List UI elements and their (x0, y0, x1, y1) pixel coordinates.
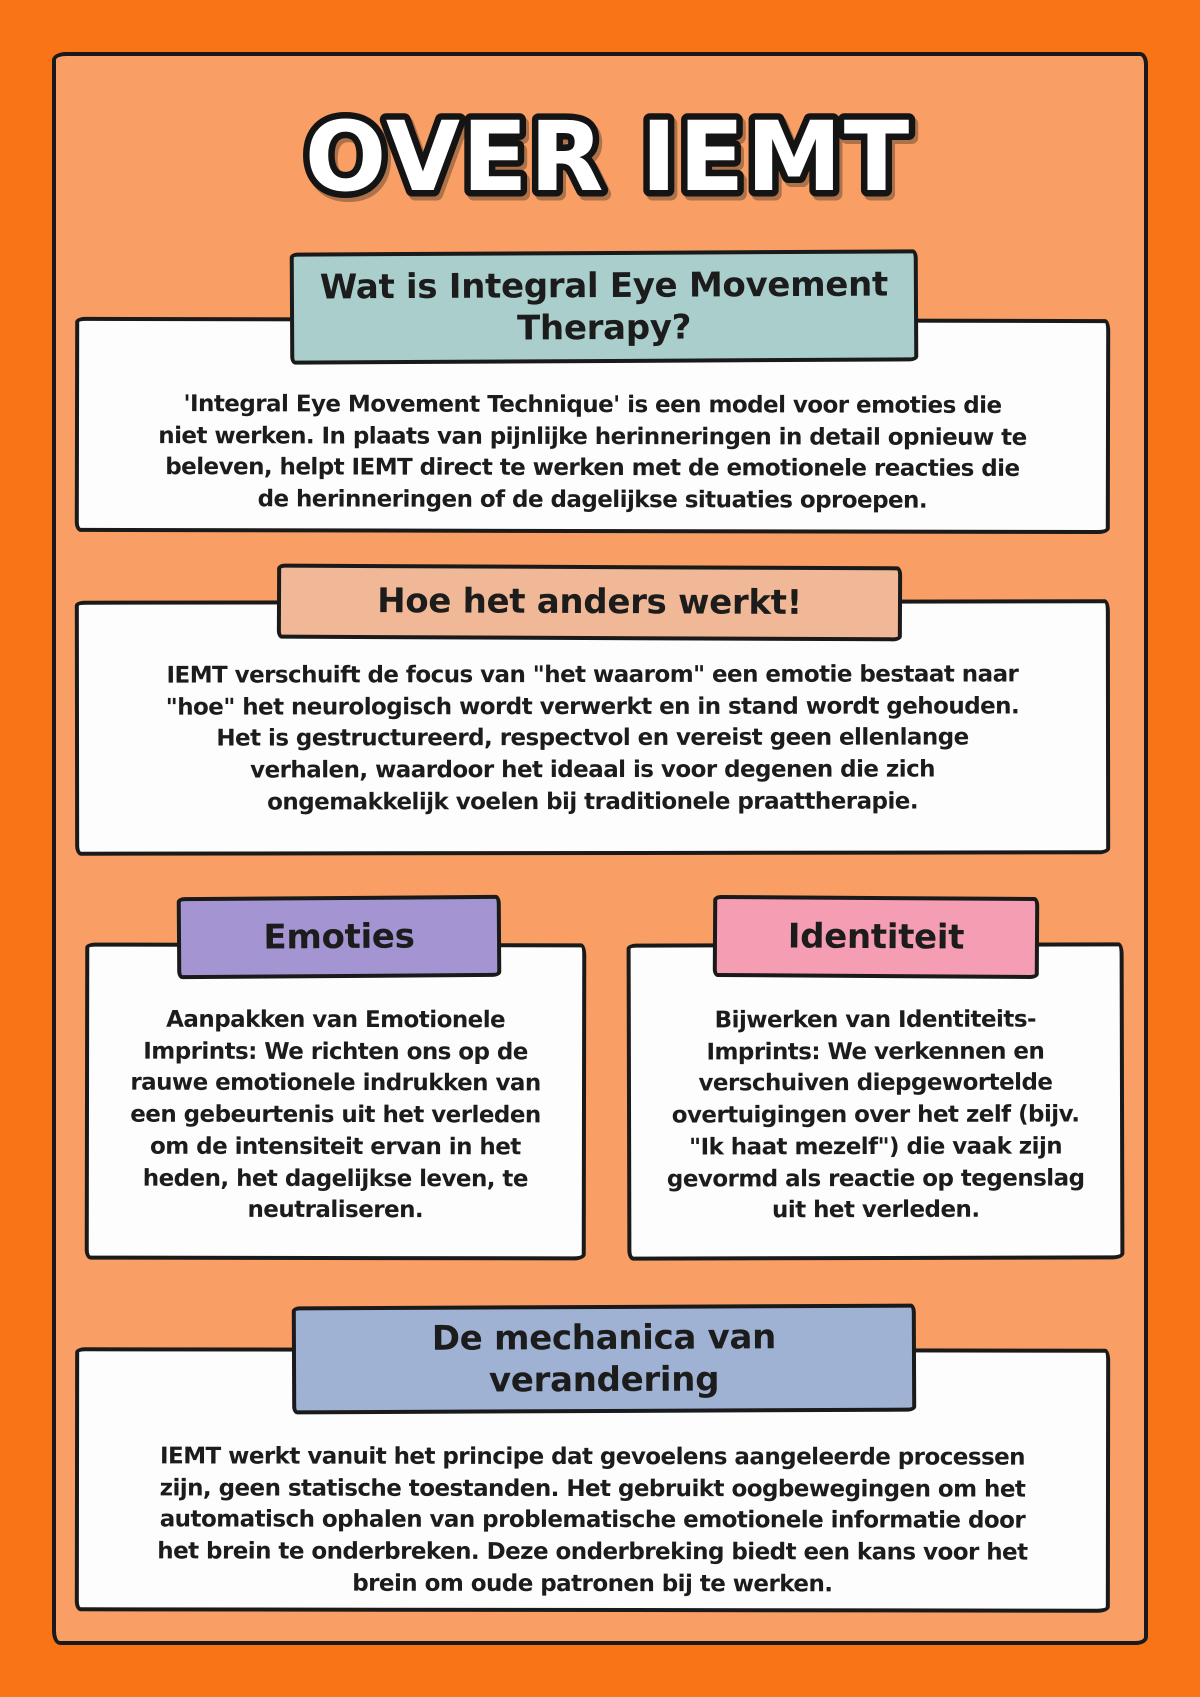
section-header-identity (713, 895, 1039, 979)
section-header-how (277, 564, 902, 642)
section-card-emotions (85, 943, 587, 1261)
section-header-emotions-label: Emoties (263, 916, 415, 958)
section-body-mechanics: IEMT werkt vanuit het principe dat gevoelens aangeleerde processen zijn, geen statische toestanden. Het gebruikt oogbewegingen om het automatisch ophalen van problematische emotionele informatie door het brein te onderbreken. Deze onderbreking biedt een kans voor het brein om oude patronen bij te werken. (157, 1443, 1028, 1598)
section-body-emotions: Aanpakken van Emotionele Imprints: We richten ons op de rauwe emotionele indrukken van een gebeurtenis uit het verleden om de intensiteit ervan in het heden, het dagelijkse leven, te neutraliseren. (130, 1006, 541, 1224)
section-body-how: IEMT verschuift de focus van "het waarom" een emotie bestaat naar "hoe" het neurologisch wordt verwerkt en in stand wordt gehouden. Het is gestructureerd, respectvol en vereist geen ellenlange verhalen, waardoor het ideaal is voor degenen die zich ongemakkelijk voelen bij traditionele praattherapie. (165, 661, 1020, 816)
section-header-what-label: Wat is Integral Eye Movement Therapy? (319, 264, 888, 349)
section-header-emotions (177, 895, 502, 979)
section-header-identity-label: Identiteit (787, 916, 965, 958)
section-header-mechanics-label: De mechanica van verandering (431, 1316, 777, 1401)
section-body-what: 'Integral Eye Movement Technique' is een model voor emoties die niet werken. In plaats van pijnlijke herinneringen in detail opnieuw te beleven, helpt IEMT direct te werken met de emotionele reacties die de herinneringen of de dagelijkse situaties oproepen. (158, 391, 1027, 514)
section-header-what (290, 249, 919, 364)
section-header-mechanics (292, 1304, 916, 1415)
section-card-identity (627, 942, 1125, 1260)
page-title (52, 80, 1148, 230)
page-title-text: OVER IEMT (304, 101, 912, 213)
section-header-how-label: Hoe het anders werkt! (377, 581, 802, 624)
section-body-identity: Bijwerken van Identiteits- Imprints: We verkennen en verschuiven diepgewortelde overtuigingen over het zelf (bijv. "Ik haat mezelf") die vaak zijn gevormd als reactie op tegenslag uit het verleden. (666, 1006, 1085, 1224)
